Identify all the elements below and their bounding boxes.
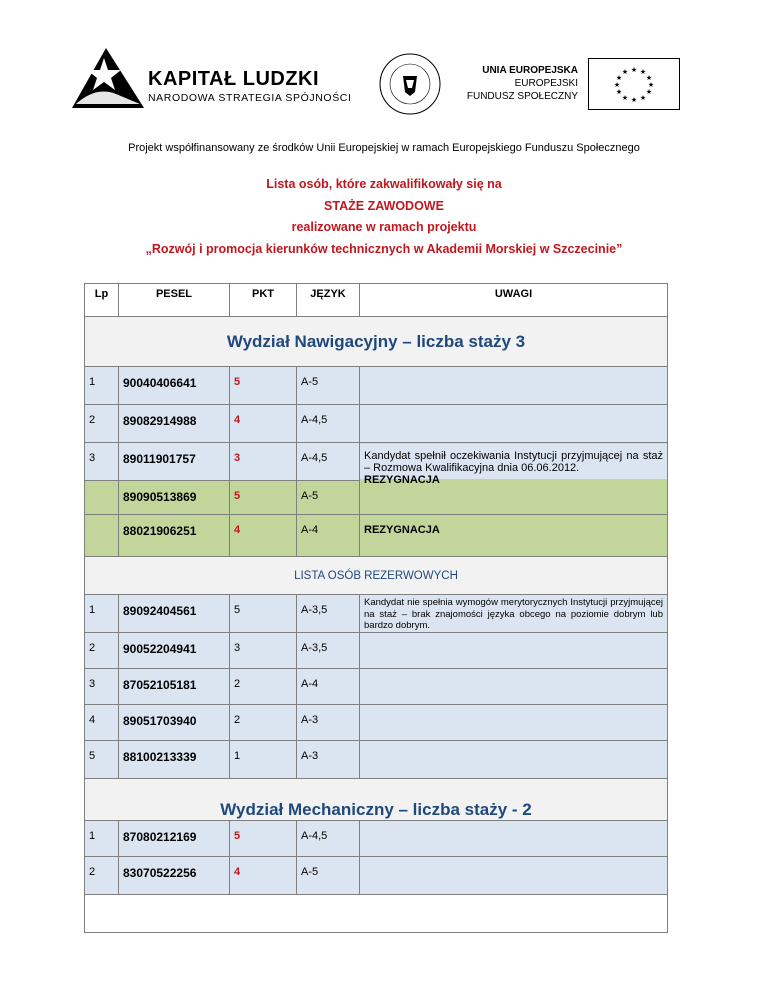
cell-lp: 1 [85, 595, 119, 633]
cell-lp [85, 515, 119, 557]
cell-lp: 1 [85, 821, 119, 857]
cell-pkt: 2 [230, 705, 297, 741]
cell-language: A-3,5 [297, 595, 360, 633]
section-row [85, 779, 668, 821]
cell-pkt: 5 [230, 481, 297, 515]
cell-lp: 1 [85, 367, 119, 405]
svg-text:★: ★ [647, 81, 655, 89]
table-row [85, 669, 668, 705]
cell-pesel: 89011901757 [119, 443, 230, 481]
cell-lp: 2 [85, 405, 119, 443]
header-notes: UWAGI [360, 284, 668, 317]
cell-pesel: 89092404561 [119, 595, 230, 633]
svg-text:★: ★ [621, 68, 629, 76]
cell-pesel: 88021906251 [119, 515, 230, 557]
cell-language: A-4,5 [297, 405, 360, 443]
cell-notes [360, 633, 668, 669]
header-pkt: PKT [230, 284, 297, 317]
table-row [85, 633, 668, 669]
cell-language: A-4,5 [297, 443, 360, 481]
cell-language: A-3 [297, 705, 360, 741]
cell-notes: REZYGNACJA [360, 515, 668, 557]
svg-text:★: ★ [621, 94, 629, 102]
eu-flag-icon [588, 58, 680, 110]
table-row [85, 821, 668, 857]
cell-pesel: 87080212169 [119, 821, 230, 857]
header-pesel: PESEL [119, 284, 230, 317]
section-title-reserve: LISTA OSÓB REZERWOWYCH [85, 557, 668, 595]
cell-lp: 5 [85, 741, 119, 779]
cofunding-note: Projekt współfinansowany ze środków Unii Europejskiej w ramach Europejskiego Funduszu Społecznego [128, 142, 640, 154]
section-title-nawigacyjny: Wydział Nawigacyjny – liczba staży 3 [85, 317, 668, 367]
svg-text:★: ★ [645, 88, 653, 96]
cell-language: A-4,5 [297, 821, 360, 857]
section-row [85, 557, 668, 595]
svg-text:★: ★ [639, 94, 647, 102]
cell-language: A-5 [297, 481, 360, 515]
cell-pesel: 87052105181 [119, 669, 230, 705]
logo-subtitle: NARODOWA STRATEGIA SPÓJNOŚCI [148, 92, 352, 104]
cell-notes [360, 741, 668, 779]
cell-notes [360, 405, 668, 443]
kapital-ludzki-logo-icon [66, 44, 146, 110]
cell-pesel: 89082914988 [119, 405, 230, 443]
akademia-morska-seal-icon [376, 50, 444, 118]
cell-pesel: 88100213339 [119, 741, 230, 779]
ue-efs-text [440, 64, 578, 103]
cell-language: A-5 [297, 367, 360, 405]
cell-lp: 2 [85, 857, 119, 895]
cell-pkt: 5 [230, 821, 297, 857]
table-row [85, 741, 668, 779]
cell-pkt: 4 [230, 405, 297, 443]
header-language: JĘZYK [297, 284, 360, 317]
cell-lp: 3 [85, 669, 119, 705]
cell-notes [360, 857, 668, 895]
note-resignation: REZYGNACJA [364, 474, 440, 486]
cell-language: A-4 [297, 669, 360, 705]
cell-lp [85, 481, 119, 515]
cell-pesel: 90052204941 [119, 633, 230, 669]
table-row [85, 443, 668, 481]
cell-notes: Kandydat nie spełnia wymogów merytorycznych Instytucji przyjmującej na staż – brak znajomości języka obcego na poziomie dobrym lub bardzo dobrym. [360, 595, 668, 633]
cell-pesel: 83070522256 [119, 857, 230, 895]
cell-pesel: 90040406641 [119, 367, 230, 405]
svg-text:★: ★ [630, 66, 638, 74]
cell-pesel: 89090513869 [119, 481, 230, 515]
cell-language: A-3,5 [297, 633, 360, 669]
logo-title: KAPITAŁ LUDZKI [148, 68, 320, 90]
svg-text:★: ★ [613, 81, 621, 89]
table-row [85, 367, 668, 405]
cell-pkt: 3 [230, 633, 297, 669]
title-line-1: Lista osób, które zakwalifikowały się na [266, 177, 502, 191]
svg-text:★: ★ [615, 74, 623, 82]
cell-notes [360, 367, 668, 405]
svg-text:★: ★ [615, 88, 623, 96]
header-lp: Lp [85, 284, 119, 317]
section-title-mechaniczny: Wydział Mechaniczny – liczba staży - 2 [85, 779, 668, 821]
cell-notes [360, 669, 668, 705]
section-row [85, 317, 668, 367]
table-row [85, 515, 668, 557]
cell-language: A-4 [297, 515, 360, 557]
title-line-2: STAŻE ZAWODOWE [324, 198, 444, 213]
ue-line1: UNIA EUROPEJSKA [482, 65, 578, 76]
document-header [0, 0, 768, 120]
ue-line3: FUNDUSZ SPOŁECZNY [466, 91, 578, 102]
cell-pkt: 5 [230, 367, 297, 405]
cell-lp: 3 [85, 443, 119, 481]
cell-notes [360, 821, 668, 857]
ue-line2: EUROPEJSKI [514, 78, 578, 89]
cell-lp: 2 [85, 633, 119, 669]
cell-pkt: 5 [230, 595, 297, 633]
note-text: Kandydat spełnił oczekiwania Instytucji przyjmującej na staż – Rozmowa Kwalifikacyjna dnia 06.06.2012. [364, 450, 663, 474]
table-row [85, 405, 668, 443]
cell-notes [360, 705, 668, 741]
cell-notes [360, 443, 668, 515]
table-row [85, 595, 668, 633]
cell-pkt: 3 [230, 443, 297, 481]
empty-row [85, 895, 668, 933]
table-row [85, 705, 668, 741]
svg-text:★: ★ [630, 96, 638, 104]
cell-pesel: 89051703940 [119, 705, 230, 741]
title-line-3: realizowane w ramach projektu [291, 220, 477, 234]
svg-text:★: ★ [639, 68, 647, 76]
cell-pkt: 1 [230, 741, 297, 779]
document-titles [0, 174, 768, 260]
cell-lp: 4 [85, 705, 119, 741]
table-header-row [85, 284, 668, 317]
title-line-4: „Rozwój i promocja kierunków technicznych w Akademii Morskiej w Szczecinie” [145, 241, 623, 256]
table-row [85, 857, 668, 895]
svg-text:★: ★ [645, 74, 653, 82]
cell-language: A-5 [297, 857, 360, 895]
cell-pkt: 4 [230, 857, 297, 895]
cell-language: A-3 [297, 741, 360, 779]
cell-pkt: 2 [230, 669, 297, 705]
empty-cell [85, 895, 668, 933]
cell-pkt: 4 [230, 515, 297, 557]
qualification-table [84, 283, 668, 933]
